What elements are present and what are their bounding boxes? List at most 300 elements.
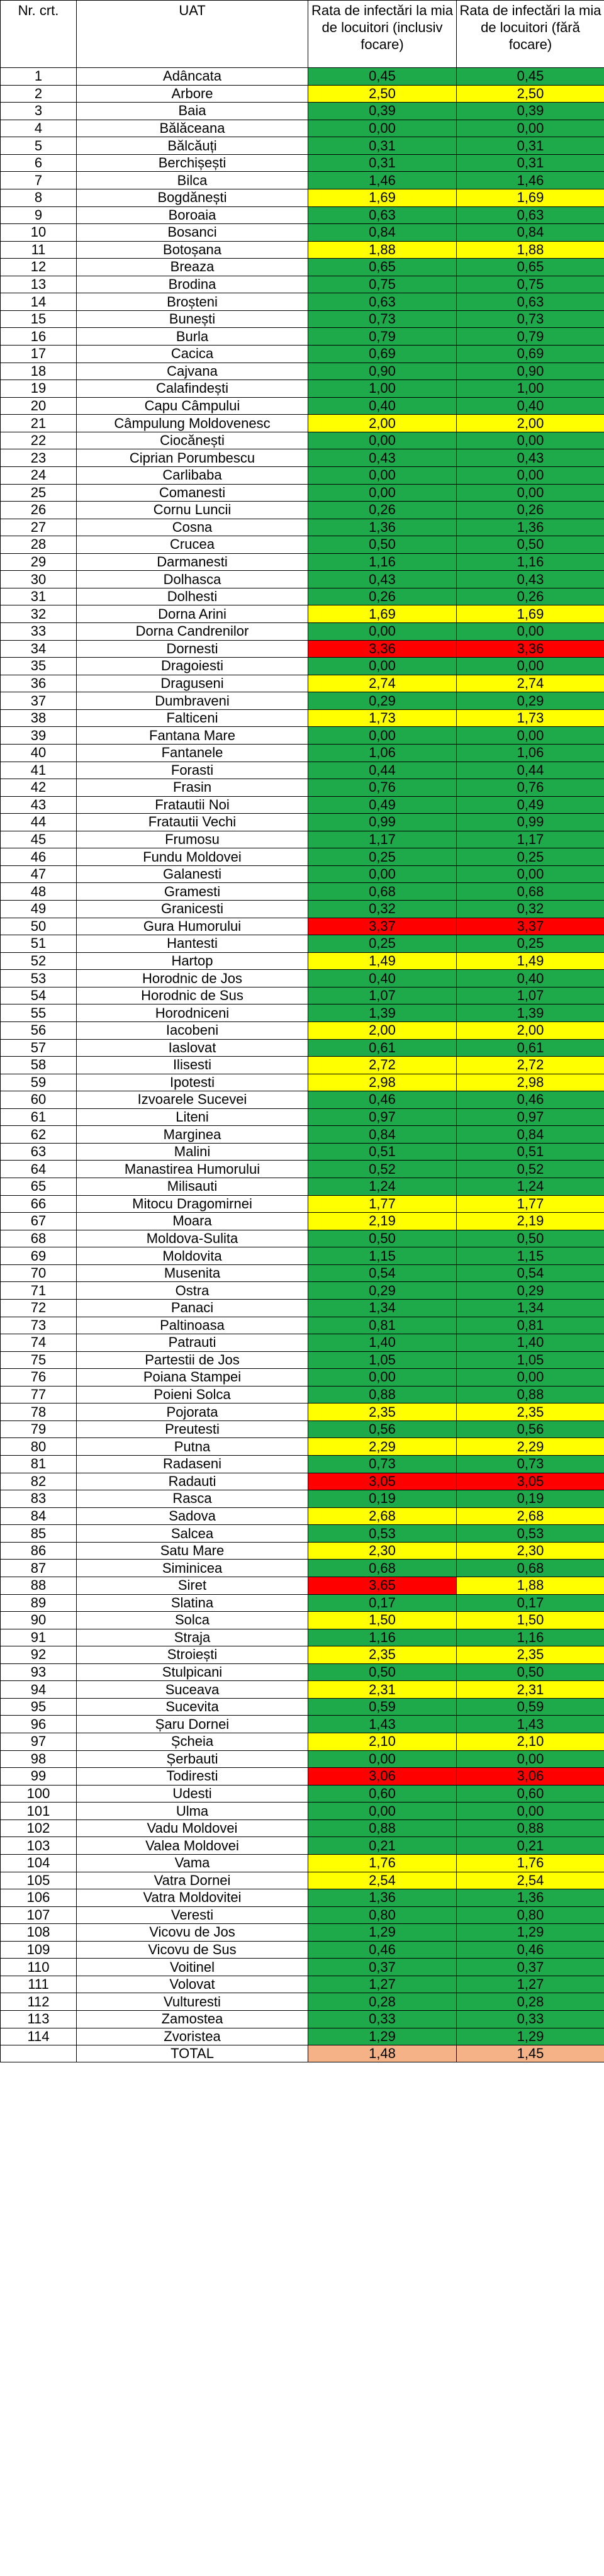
- header-nr: Nr. crt.: [1, 1, 77, 68]
- table-row: [1, 1490, 604, 1508]
- rate-incl-cell: 0,50: [308, 1663, 457, 1681]
- rate-incl-cell: 0,32: [308, 901, 457, 918]
- uat-cell: Volovat: [77, 1976, 308, 1993]
- uat-cell: Mitocu Dragomirnei: [77, 1195, 308, 1213]
- table-row: [1, 85, 604, 103]
- table-row: [1, 640, 604, 658]
- uat-cell: Paltinoasa: [77, 1317, 308, 1334]
- rate-excl-cell: 2,00: [457, 415, 604, 432]
- rate-excl-cell: 1,88: [457, 241, 604, 259]
- uat-cell: Horodnic de Jos: [77, 970, 308, 987]
- rate-excl-cell: 2,74: [457, 675, 604, 692]
- nr-cell: 75: [1, 1351, 77, 1369]
- rate-incl-cell: 0,44: [308, 762, 457, 779]
- nr-cell: 112: [1, 1993, 77, 2011]
- nr-cell: 17: [1, 346, 77, 363]
- table-row: [1, 1872, 604, 1889]
- rate-incl-cell: 1,40: [308, 1334, 457, 1352]
- rate-excl-cell: 2,19: [457, 1213, 604, 1230]
- rate-incl-cell: 2,31: [308, 1681, 457, 1699]
- uat-cell: Pojorata: [77, 1403, 308, 1421]
- rate-excl-cell: 1,16: [457, 553, 604, 571]
- table-row: [1, 206, 604, 224]
- table-row: [1, 1612, 604, 1629]
- table-row: [1, 675, 604, 692]
- nr-cell: 88: [1, 1577, 77, 1594]
- table-row: [1, 1057, 604, 1074]
- rate-incl-cell: 3,05: [308, 1473, 457, 1490]
- nr-cell: 10: [1, 224, 77, 242]
- rate-excl-cell: 0,00: [457, 466, 604, 484]
- rate-excl-cell: 0,68: [457, 883, 604, 901]
- rate-incl-cell: 0,00: [308, 727, 457, 745]
- table-row: [1, 588, 604, 605]
- uat-cell: Panaci: [77, 1299, 308, 1317]
- rate-incl-cell: 0,79: [308, 328, 457, 346]
- rate-incl-cell: 2,29: [308, 1438, 457, 1456]
- nr-cell: 104: [1, 1854, 77, 1872]
- nr-cell: 86: [1, 1542, 77, 1560]
- uat-cell: Poieni Solca: [77, 1386, 308, 1403]
- rate-incl-cell: 2,00: [308, 1021, 457, 1039]
- table-row: [1, 935, 604, 953]
- header-row: [1, 1, 604, 68]
- nr-cell: 51: [1, 935, 77, 953]
- uat-cell: Bosanci: [77, 224, 308, 242]
- uat-cell: Rasca: [77, 1490, 308, 1508]
- rate-incl-cell: 0,46: [308, 1091, 457, 1109]
- table-row: [1, 120, 604, 137]
- table-row: [1, 1507, 604, 1525]
- table-row: [1, 189, 604, 206]
- uat-cell: Veresti: [77, 1906, 308, 1924]
- rate-incl-cell: 0,00: [308, 484, 457, 502]
- nr-cell: 63: [1, 1143, 77, 1161]
- table-row: [1, 1282, 604, 1300]
- nr-cell: 58: [1, 1057, 77, 1074]
- rate-incl-cell: 1,36: [308, 519, 457, 536]
- table-row: [1, 1074, 604, 1091]
- rate-excl-cell: 1,77: [457, 1195, 604, 1213]
- nr-cell: 95: [1, 1698, 77, 1716]
- rate-excl-cell: 1,06: [457, 744, 604, 762]
- nr-cell: 85: [1, 1525, 77, 1543]
- table-row: [1, 1178, 604, 1196]
- rate-incl-cell: 1,06: [308, 744, 457, 762]
- rate-excl-cell: 1,00: [457, 380, 604, 398]
- rate-incl-cell: 2,19: [308, 1213, 457, 1230]
- uat-cell: Cacica: [77, 346, 308, 363]
- table-row: [1, 172, 604, 189]
- uat-cell: Bilca: [77, 172, 308, 189]
- table-row: [1, 1820, 604, 1837]
- rate-incl-cell: 1,76: [308, 1854, 457, 1872]
- rate-incl-cell: 1,73: [308, 709, 457, 727]
- rate-incl-cell: 0,54: [308, 1264, 457, 1282]
- nr-cell: 99: [1, 1768, 77, 1786]
- table-row: [1, 2011, 604, 2028]
- uat-cell: Izvoarele Sucevei: [77, 1091, 308, 1109]
- uat-cell: Stulpicani: [77, 1663, 308, 1681]
- table-row: [1, 466, 604, 484]
- nr-cell: 4: [1, 120, 77, 137]
- rate-incl-cell: 0,88: [308, 1386, 457, 1403]
- table-row: [1, 502, 604, 519]
- table-row: [1, 1021, 604, 1039]
- nr-cell: 52: [1, 952, 77, 970]
- rate-excl-cell: 1,69: [457, 605, 604, 623]
- rate-excl-cell: 0,46: [457, 1941, 604, 1959]
- uat-cell: Sadova: [77, 1507, 308, 1525]
- uat-cell: Galanesti: [77, 865, 308, 883]
- nr-cell: 80: [1, 1438, 77, 1456]
- table-row: [1, 346, 604, 363]
- uat-cell: Cajvana: [77, 363, 308, 380]
- rate-excl-cell: 0,00: [457, 120, 604, 137]
- table-row: [1, 970, 604, 987]
- uat-cell: Cosna: [77, 519, 308, 536]
- rate-incl-cell: 0,84: [308, 1126, 457, 1144]
- nr-cell: 101: [1, 1803, 77, 1820]
- rate-incl-cell: 0,00: [308, 658, 457, 675]
- uat-cell: Salcea: [77, 1525, 308, 1543]
- rate-incl-cell: 0,25: [308, 935, 457, 953]
- rate-incl-cell: 0,00: [308, 623, 457, 641]
- table-row: [1, 1854, 604, 1872]
- nr-cell: 49: [1, 901, 77, 918]
- table-row: [1, 397, 604, 415]
- rate-excl-cell: 0,19: [457, 1490, 604, 1508]
- rate-excl-cell: 1,36: [457, 1889, 604, 1907]
- table-row: [1, 1473, 604, 1490]
- nr-cell: 94: [1, 1681, 77, 1699]
- nr-cell: 113: [1, 2011, 77, 2028]
- table-row: [1, 241, 604, 259]
- rate-excl-cell: 1,40: [457, 1334, 604, 1352]
- table-row: [1, 1525, 604, 1543]
- nr-cell: 14: [1, 293, 77, 311]
- rate-excl-cell: 3,05: [457, 1473, 604, 1490]
- rate-excl-cell: 1,76: [457, 1854, 604, 1872]
- rate-incl-cell: 0,56: [308, 1420, 457, 1438]
- uat-cell: Moara: [77, 1213, 308, 1230]
- rate-incl-cell: 0,26: [308, 588, 457, 605]
- rate-excl-cell: 0,97: [457, 1108, 604, 1126]
- uat-cell: Musenita: [77, 1264, 308, 1282]
- nr-cell: 27: [1, 519, 77, 536]
- uat-cell: Granicesti: [77, 901, 308, 918]
- rate-excl-cell: 1,07: [457, 987, 604, 1004]
- table-row: [1, 1750, 604, 1768]
- rate-incl-cell: 0,51: [308, 1143, 457, 1161]
- nr-cell: 32: [1, 605, 77, 623]
- rate-excl-cell: 0,25: [457, 848, 604, 866]
- rate-incl-cell: 0,97: [308, 1108, 457, 1126]
- nr-cell: 108: [1, 1924, 77, 1942]
- table-row: [1, 744, 604, 762]
- nr-cell: 97: [1, 1733, 77, 1751]
- uat-cell: Bogdănești: [77, 189, 308, 206]
- table-row: [1, 709, 604, 727]
- uat-cell: Fundu Moldovei: [77, 848, 308, 866]
- uat-cell: Gura Humorului: [77, 918, 308, 935]
- rate-excl-cell: 0,60: [457, 1785, 604, 1803]
- nr-cell: 7: [1, 172, 77, 189]
- table-row: [1, 623, 604, 641]
- rate-excl-cell: 0,53: [457, 1525, 604, 1543]
- uat-cell: Dragoiesti: [77, 658, 308, 675]
- uat-cell: Ciocănești: [77, 432, 308, 449]
- rate-excl-cell: 0,44: [457, 762, 604, 779]
- nr-cell: 8: [1, 189, 77, 206]
- nr-cell: 66: [1, 1195, 77, 1213]
- rate-excl-cell: 0,56: [457, 1420, 604, 1438]
- table-row: [1, 1629, 604, 1646]
- table-row: [1, 553, 604, 571]
- nr-cell: 16: [1, 328, 77, 346]
- table-row: [1, 571, 604, 588]
- rate-excl-cell: 0,29: [457, 692, 604, 710]
- rate-incl-cell: 0,68: [308, 883, 457, 901]
- rate-excl-cell: 2,68: [457, 1507, 604, 1525]
- nr-cell: 111: [1, 1976, 77, 1993]
- uat-cell: Iacobeni: [77, 1021, 308, 1039]
- uat-cell: Capu Câmpului: [77, 397, 308, 415]
- rate-incl-cell: 2,72: [308, 1057, 457, 1074]
- rate-incl-cell: 3,65: [308, 1577, 457, 1594]
- rate-excl-cell: 2,35: [457, 1646, 604, 1664]
- nr-cell: 43: [1, 796, 77, 814]
- rate-incl-cell: 2,10: [308, 1733, 457, 1751]
- nr-cell: 62: [1, 1126, 77, 1144]
- nr-cell: 78: [1, 1403, 77, 1421]
- table-row: [1, 1247, 604, 1265]
- table-row: [1, 1126, 604, 1144]
- nr-cell: 109: [1, 1941, 77, 1959]
- table-row: [1, 901, 604, 918]
- uat-cell: Dolhasca: [77, 571, 308, 588]
- nr-cell: 33: [1, 623, 77, 641]
- uat-cell: Dumbraveni: [77, 692, 308, 710]
- table-row: [1, 796, 604, 814]
- rate-excl-cell: 0,52: [457, 1161, 604, 1178]
- uat-cell: Draguseni: [77, 675, 308, 692]
- rate-incl-cell: 0,50: [308, 536, 457, 554]
- uat-cell: Vatra Dornei: [77, 1872, 308, 1889]
- rate-excl-cell: 0,40: [457, 970, 604, 987]
- nr-cell: 92: [1, 1646, 77, 1664]
- rate-excl-cell: 0,63: [457, 206, 604, 224]
- rate-incl-cell: 3,36: [308, 640, 457, 658]
- rate-excl-cell: 2,31: [457, 1681, 604, 1699]
- nr-cell: 3: [1, 103, 77, 120]
- uat-cell: Iaslovat: [77, 1039, 308, 1057]
- table-row: [1, 865, 604, 883]
- rate-excl-cell: 0,25: [457, 935, 604, 953]
- table-row: [1, 1213, 604, 1230]
- nr-cell: 89: [1, 1594, 77, 1612]
- rate-incl-cell: 0,69: [308, 346, 457, 363]
- rate-incl-cell: 0,40: [308, 397, 457, 415]
- nr-cell: 100: [1, 1785, 77, 1803]
- rate-incl-cell: 2,35: [308, 1646, 457, 1664]
- rate-incl-cell: 0,88: [308, 1820, 457, 1837]
- rate-incl-cell: 1,16: [308, 553, 457, 571]
- rate-excl-cell: 1,88: [457, 1577, 604, 1594]
- nr-cell: 105: [1, 1872, 77, 1889]
- rate-incl-cell: 0,80: [308, 1906, 457, 1924]
- rate-incl-cell: 1,39: [308, 1004, 457, 1022]
- uat-cell: Carlibaba: [77, 466, 308, 484]
- rate-incl-cell: 0,29: [308, 692, 457, 710]
- rate-incl-cell: 0,68: [308, 1560, 457, 1577]
- rate-incl-cell: 1,27: [308, 1976, 457, 1993]
- uat-cell: Boroaia: [77, 206, 308, 224]
- rate-excl-cell: 0,50: [457, 536, 604, 554]
- rate-incl-cell: 0,00: [308, 466, 457, 484]
- nr-cell: 77: [1, 1386, 77, 1403]
- table-row: [1, 848, 604, 866]
- rate-excl-cell: 0,00: [457, 623, 604, 641]
- rate-incl-cell: 0,75: [308, 276, 457, 293]
- uat-cell: Horodniceni: [77, 1004, 308, 1022]
- rate-excl-cell: 0,99: [457, 814, 604, 831]
- uat-cell: Stroiești: [77, 1646, 308, 1664]
- table-row: [1, 259, 604, 276]
- rate-incl-cell: 1,49: [308, 952, 457, 970]
- table-row: [1, 1577, 604, 1594]
- table-row: [1, 1594, 604, 1612]
- table-row: [1, 1161, 604, 1178]
- table-row: [1, 1906, 604, 1924]
- nr-cell: 5: [1, 137, 77, 155]
- nr-cell: 25: [1, 484, 77, 502]
- rate-incl-cell: 0,00: [308, 1369, 457, 1386]
- table-row: [1, 1976, 604, 1993]
- table-row: [1, 1386, 604, 1403]
- rate-incl-cell: 0,43: [308, 571, 457, 588]
- uat-cell: Zamostea: [77, 2011, 308, 2028]
- nr-cell: 71: [1, 1282, 77, 1300]
- table-row: [1, 1716, 604, 1733]
- uat-cell: Dorna Candrenilor: [77, 623, 308, 641]
- rate-excl-cell: 0,51: [457, 1143, 604, 1161]
- rate-excl-cell: 0,33: [457, 2011, 604, 2028]
- table-row: [1, 68, 604, 86]
- rate-excl-cell: 1,73: [457, 709, 604, 727]
- table-row: [1, 987, 604, 1004]
- uat-cell: Todiresti: [77, 1768, 308, 1786]
- nr-cell: 103: [1, 1837, 77, 1855]
- uat-cell: Comanesti: [77, 484, 308, 502]
- uat-cell: Vicovu de Sus: [77, 1941, 308, 1959]
- rate-incl-cell: 0,99: [308, 814, 457, 831]
- uat-cell: Vicovu de Jos: [77, 1924, 308, 1942]
- nr-cell: 114: [1, 2028, 77, 2045]
- rate-incl-cell: 0,76: [308, 779, 457, 797]
- rate-excl-cell: 0,32: [457, 901, 604, 918]
- rate-excl-cell: 3,36: [457, 640, 604, 658]
- rate-excl-cell: 0,81: [457, 1317, 604, 1334]
- rate-excl-cell: 1,39: [457, 1004, 604, 1022]
- rate-excl-cell: 1,29: [457, 2028, 604, 2045]
- rate-excl-cell: 1,24: [457, 1178, 604, 1196]
- rate-incl-cell: 2,74: [308, 675, 457, 692]
- nr-cell: 76: [1, 1369, 77, 1386]
- rate-excl-cell: 0,73: [457, 1456, 604, 1473]
- rate-excl-cell: 1,50: [457, 1612, 604, 1629]
- nr-cell: 96: [1, 1716, 77, 1733]
- rate-incl-cell: 1,00: [308, 380, 457, 398]
- rate-excl-cell: 1,05: [457, 1351, 604, 1369]
- rate-incl-cell: 0,84: [308, 224, 457, 242]
- rate-excl-cell: 2,50: [457, 85, 604, 103]
- rate-incl-cell: 1,05: [308, 1351, 457, 1369]
- nr-cell: 65: [1, 1178, 77, 1196]
- rate-excl-cell: 0,43: [457, 571, 604, 588]
- uat-cell: Gramesti: [77, 883, 308, 901]
- table-row: [1, 519, 604, 536]
- uat-cell: Crucea: [77, 536, 308, 554]
- uat-cell: Satu Mare: [77, 1542, 308, 1560]
- uat-cell: Malini: [77, 1143, 308, 1161]
- uat-cell: Partestii de Jos: [77, 1351, 308, 1369]
- rate-incl-cell: 1,43: [308, 1716, 457, 1733]
- uat-cell: Sucevita: [77, 1698, 308, 1716]
- nr-cell: 106: [1, 1889, 77, 1907]
- nr-cell: 37: [1, 692, 77, 710]
- rate-excl-cell: 0,31: [457, 137, 604, 155]
- rate-excl-cell: 0,88: [457, 1386, 604, 1403]
- nr-cell: 98: [1, 1750, 77, 1768]
- table-row: [1, 432, 604, 449]
- table-row: [1, 310, 604, 328]
- nr-cell: 67: [1, 1213, 77, 1230]
- table-row: [1, 1663, 604, 1681]
- rate-excl-cell: 0,00: [457, 1803, 604, 1820]
- nr-cell: 21: [1, 415, 77, 432]
- table-row: [1, 1403, 604, 1421]
- nr-cell: 59: [1, 1074, 77, 1091]
- nr-cell: 35: [1, 658, 77, 675]
- rate-excl-cell: 0,88: [457, 1820, 604, 1837]
- table-row: [1, 779, 604, 797]
- nr-cell: 64: [1, 1161, 77, 1178]
- rate-incl-cell: 1,36: [308, 1889, 457, 1907]
- rate-incl-cell: 1,15: [308, 1247, 457, 1265]
- nr-cell: 12: [1, 259, 77, 276]
- uat-cell: Forasti: [77, 762, 308, 779]
- nr-cell: 13: [1, 276, 77, 293]
- nr-cell: 23: [1, 449, 77, 467]
- rate-incl-cell: 0,17: [308, 1594, 457, 1612]
- table-row: [1, 1456, 604, 1473]
- rate-incl-cell: 0,90: [308, 363, 457, 380]
- rate-incl-cell: 1,16: [308, 1629, 457, 1646]
- uat-cell: Bălcăuți: [77, 137, 308, 155]
- nr-cell: 19: [1, 380, 77, 398]
- rate-excl-cell: 2,29: [457, 1438, 604, 1456]
- nr-cell: 11: [1, 241, 77, 259]
- nr-cell: 72: [1, 1299, 77, 1317]
- nr-cell: 81: [1, 1456, 77, 1473]
- uat-cell: Solca: [77, 1612, 308, 1629]
- nr-cell: 53: [1, 970, 77, 987]
- rate-incl-cell: 0,28: [308, 1993, 457, 2011]
- rate-excl-cell: 0,84: [457, 224, 604, 242]
- nr-cell: 55: [1, 1004, 77, 1022]
- rate-excl-cell: 0,90: [457, 363, 604, 380]
